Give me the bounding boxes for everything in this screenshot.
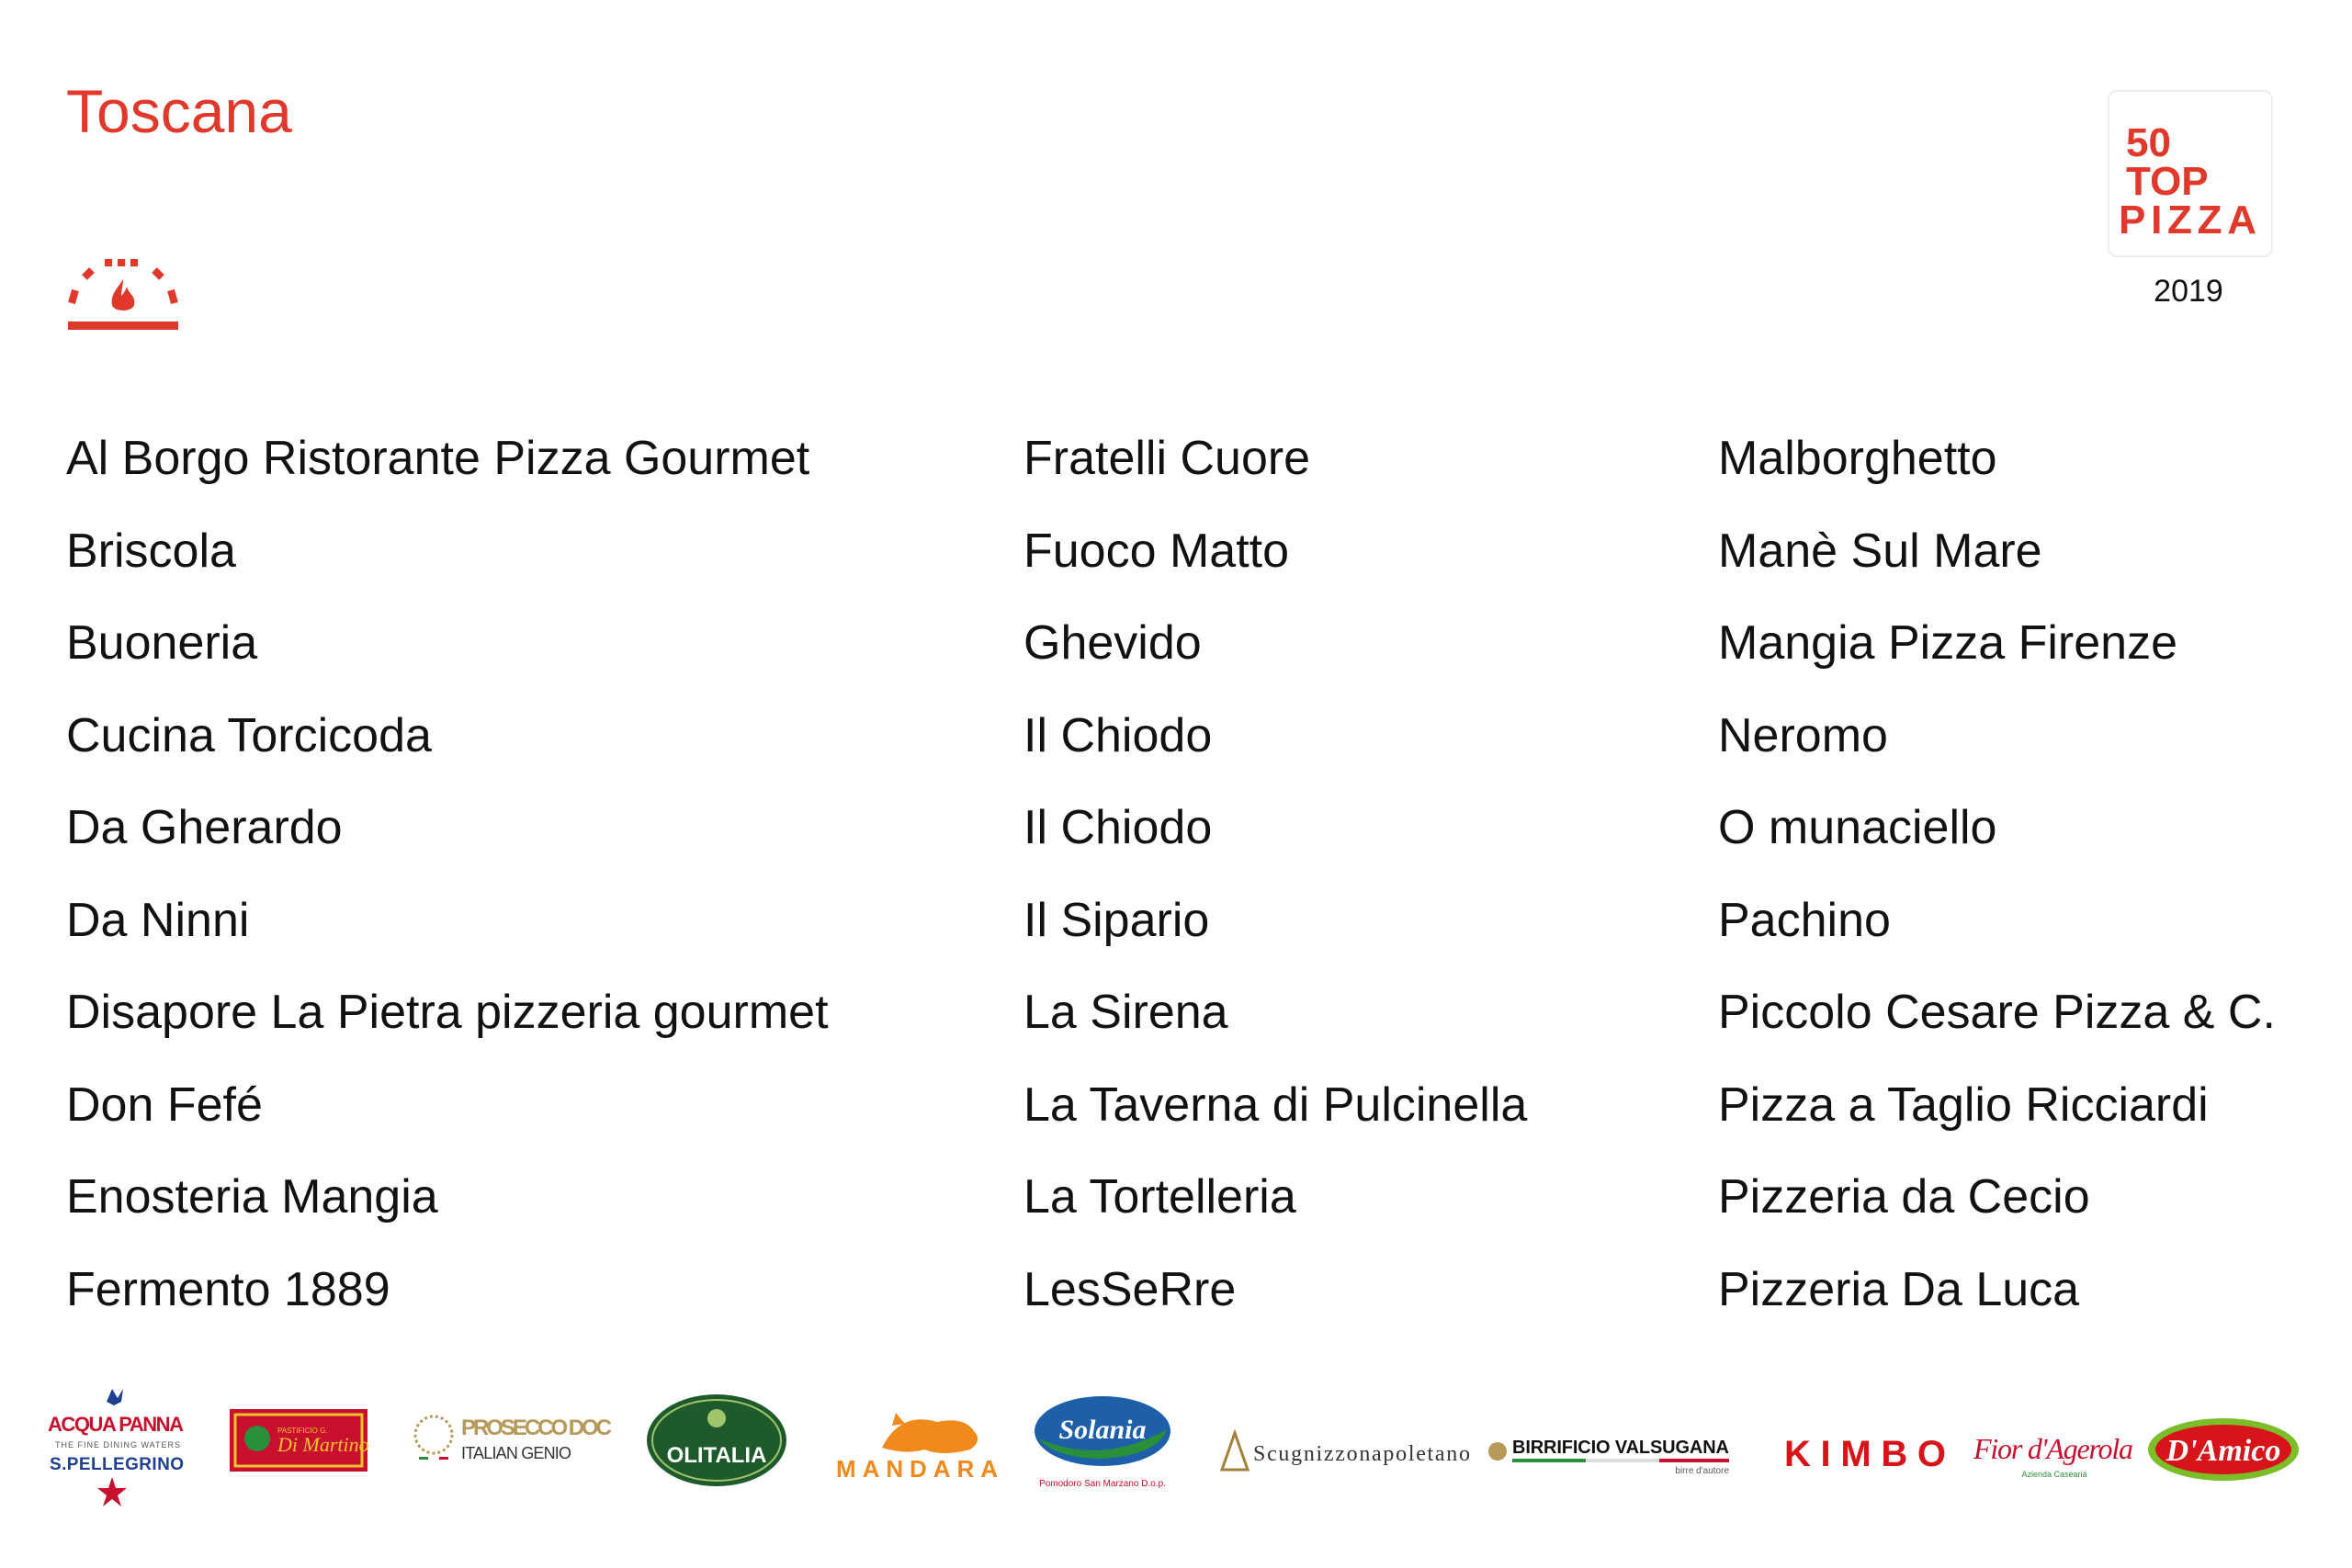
scugnizzo-napoletano-logo [1222, 1433, 1470, 1470]
fior-d-agerola-logo [1973, 1432, 2133, 1479]
damico-logo [2148, 1418, 2299, 1481]
pizzeria-name: La Taverna di Pulcinella [1023, 1077, 1528, 1132]
pizzeria-name: Ghevido [1023, 616, 1202, 670]
pizzeria-name: LesSeRre [1023, 1262, 1237, 1316]
svg-text:THE FINE DINING WATERS: THE FINE DINING WATERS [55, 1440, 180, 1450]
pizzeria-name: Il Chiodo [1023, 801, 1213, 854]
solania-logo [1035, 1396, 1170, 1489]
svg-text:D'Amico: D'Amico [2165, 1434, 2281, 1468]
di-martino-logo [230, 1409, 369, 1472]
pizzeria-list-column-3 [1718, 424, 2276, 1348]
pizzeria-name: Mangia Pizza Firenze [1718, 616, 2177, 670]
acqua-panna-logo [48, 1389, 184, 1506]
pizzeria-name: Piccolo Cesare Pizza & C. [1718, 986, 2276, 1039]
pizzeria-name: O munaciello [1718, 801, 1997, 854]
svg-text:Fior d'Agerola: Fior d'Agerola [1973, 1432, 2133, 1465]
pizzeria-name: Il Sipario [1023, 893, 1210, 947]
svg-text:TOP: TOP [2126, 159, 2209, 204]
svg-text:KIMBO: KIMBO [1784, 1434, 1946, 1474]
pizzeria-name: Fuoco Matto [1023, 524, 1290, 578]
svg-text:PIZZA: PIZZA [2119, 197, 2256, 243]
prosecco-doc-logo [415, 1416, 612, 1462]
birrificio-valsugana-logo [1488, 1438, 1729, 1476]
pizzeria-name: Al Borgo Ristorante Pizza Gourmet [66, 432, 810, 485]
pizzeria-name: Fratelli Cuore [1023, 432, 1311, 485]
pizzeria-name: Cucina Torcicoda [66, 708, 432, 762]
svg-text:OLITALIA: OLITALIA [666, 1443, 767, 1468]
svg-text:BIRRIFICIO VALSUGANA: BIRRIFICIO VALSUGANA [1512, 1438, 1729, 1458]
svg-text:PROSECCO DOC: PROSECCO DOC [461, 1416, 612, 1440]
pizzeria-name: Pizzeria Da Luca [1718, 1262, 2080, 1316]
svg-text:Solania: Solania [1058, 1415, 1147, 1445]
pizzeria-list-column-2 [1023, 424, 1527, 1348]
pizzeria-name: Da Gherardo [66, 801, 343, 854]
pizzeria-name: Da Ninni [66, 893, 250, 947]
50-top-pizza-logo [2108, 90, 2273, 257]
svg-text:Azienda Casearia: Azienda Casearia [2021, 1470, 2087, 1479]
pizzeria-name: Enosteria Mangia [66, 1170, 438, 1224]
svg-text:Pomodoro San Marzano D.o.p.: Pomodoro San Marzano D.o.p. [1039, 1479, 1166, 1489]
pizzeria-name: Neromo [1718, 708, 1888, 762]
pizzeria-name: Malborghetto [1718, 432, 1997, 485]
svg-text:ACQUA PANNA: ACQUA PANNA [48, 1413, 184, 1436]
pizzeria-name: La Sirena [1023, 986, 1228, 1039]
sponsor-logos [37, 1378, 2315, 1516]
pizzeria-name: Don Fefé [66, 1077, 263, 1132]
kimbo-logo [1784, 1434, 1946, 1474]
svg-text:ITALIAN GENIO: ITALIAN GENIO [461, 1444, 571, 1462]
region-title: Toscana [66, 77, 292, 145]
pizzeria-name: Disapore La Pietra pizzeria gourmet [66, 986, 829, 1039]
pizzeria-name: Pizzeria da Cecio [1718, 1170, 2090, 1224]
svg-text:MANDARA: MANDARA [836, 1455, 998, 1483]
svg-text:PASTIFICIO G.: PASTIFICIO G. [277, 1427, 328, 1435]
svg-text:S.PELLEGRINO: S.PELLEGRINO [50, 1455, 184, 1474]
pizzeria-name: Pizza a Taglio Ricciardi [1718, 1077, 2209, 1132]
pizza-oven-icon [64, 257, 182, 334]
svg-text:50: 50 [2126, 120, 2171, 165]
pizzeria-name: Buoneria [66, 616, 258, 670]
pizzeria-name: La Tortelleria [1023, 1170, 1296, 1224]
pizzeria-name: Manè Sul Mare [1718, 524, 2042, 578]
pizzeria-name: Briscola [66, 524, 236, 578]
olitalia-logo [647, 1394, 786, 1486]
mandara-logo [836, 1413, 998, 1483]
pizzeria-name: Fermento 1889 [66, 1262, 390, 1316]
pizzeria-name: Pachino [1718, 893, 1891, 947]
svg-text:Scugnizzonapoletano: Scugnizzonapoletano [1253, 1442, 1470, 1466]
svg-text:birre d'autore: birre d'autore [1675, 1466, 1729, 1476]
pizzeria-name: Il Chiodo [1023, 708, 1213, 762]
year-label: 2019 [2154, 274, 2223, 309]
pizzeria-list-column-1 [66, 424, 829, 1348]
svg-text:Di Martino: Di Martino [277, 1433, 369, 1456]
